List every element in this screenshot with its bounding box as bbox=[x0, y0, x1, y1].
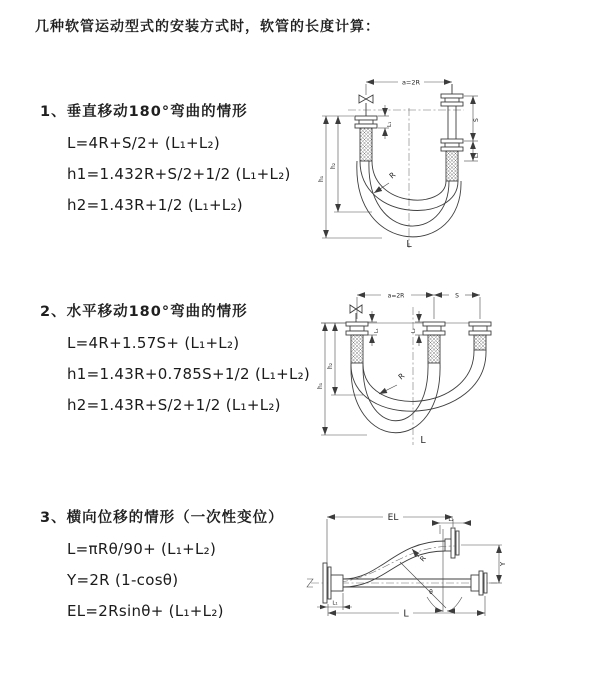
dimension-s bbox=[464, 96, 480, 141]
formula-y: Y=2R (1-cosθ) bbox=[67, 571, 179, 589]
dim-s-label: S bbox=[473, 118, 480, 122]
dim-s-label: S bbox=[455, 292, 459, 300]
dimension-a2r bbox=[357, 293, 434, 300]
radius-callout bbox=[379, 371, 406, 394]
section-lateral-offset bbox=[40, 506, 284, 633]
middle-pipe-flange bbox=[423, 322, 445, 363]
right-pipe bbox=[441, 84, 463, 181]
dimension-l bbox=[328, 596, 485, 620]
dimension-a2r bbox=[366, 79, 452, 96]
dim-l2-label: L₂ bbox=[474, 152, 480, 158]
right-flange bbox=[471, 571, 487, 595]
dim-h1-label: h₁ bbox=[318, 175, 325, 182]
dim-h2-label: h₂ bbox=[330, 162, 337, 169]
formula-h2: h2=1.43R+S/2+1/2 (L₁+L₂) bbox=[67, 396, 281, 414]
hose-braid bbox=[360, 128, 372, 161]
label-r: R bbox=[387, 170, 398, 181]
dim-el-label: EL bbox=[387, 513, 399, 523]
hose-braid bbox=[474, 335, 486, 350]
diagram-horizontal-bend bbox=[315, 283, 600, 465]
left-pipe-flange bbox=[346, 322, 368, 363]
formula-h1: h1=1.43R+0.785S+1/2 (L₁+L₂) bbox=[67, 365, 311, 383]
formula-el: EL=2Rsinθ+ (L₁+L₂) bbox=[67, 602, 224, 620]
label-r: R bbox=[396, 371, 407, 382]
diagram-lateral-offset bbox=[303, 500, 600, 640]
dimension-l1 bbox=[368, 311, 380, 346]
formula-l: L=4R+1.57S+ (L₁+L₂) bbox=[67, 334, 240, 352]
dim-h2-label: h₂ bbox=[327, 362, 334, 369]
formula-l: L=4R+S/2+ (L₁+L₂) bbox=[67, 134, 221, 152]
dim-h1-label: h₁ bbox=[317, 382, 324, 389]
formula-h1: h1=1.432R+S/2+1/2 (L₁+L₂) bbox=[67, 165, 291, 183]
valve-icon bbox=[350, 305, 362, 322]
section-3-heading: 3、横向位移的情形（一次性变位） bbox=[40, 510, 284, 526]
right-pipe-flange bbox=[469, 322, 491, 350]
label-l: L bbox=[420, 435, 426, 446]
valve-icon bbox=[359, 95, 373, 116]
dimension-extensions bbox=[357, 297, 480, 319]
section-vertical-bend bbox=[40, 100, 291, 227]
page-title: 几种软管运动型式的安装方式时，软管的长度计算： bbox=[35, 19, 380, 35]
hose-braid bbox=[446, 151, 458, 181]
label-l: L bbox=[403, 608, 409, 620]
label-l: L bbox=[406, 239, 412, 250]
hose-braid bbox=[351, 335, 363, 363]
diagram-vertical-bend bbox=[312, 66, 594, 262]
hose-u-bends bbox=[351, 350, 486, 433]
dim-a2r-label: a=2R bbox=[401, 78, 421, 87]
left-pipe-flange bbox=[355, 116, 377, 161]
left-flange bbox=[323, 563, 343, 603]
dim-l2-label: L₂ bbox=[448, 517, 454, 523]
formula-l: L=πRθ/90+ (L₁+L₂) bbox=[67, 540, 217, 558]
upper-flange bbox=[445, 528, 459, 558]
label-r: R bbox=[418, 554, 428, 564]
formula-h2: h2=1.43R+1/2 (L₁+L₂) bbox=[67, 196, 243, 214]
hose-s-curve bbox=[325, 541, 455, 587]
dimension-el bbox=[327, 513, 453, 566]
dim-l2-label: L₂ bbox=[411, 328, 417, 333]
dim-l1-label: L₁ bbox=[387, 121, 393, 127]
dim-y-label: Y bbox=[499, 561, 507, 567]
hose-braid bbox=[428, 335, 440, 363]
section-1-heading: 1、垂直移动180°弯曲的情形 bbox=[40, 104, 248, 120]
dimension-l2 bbox=[464, 141, 480, 161]
dim-l1-label: L₁ bbox=[332, 600, 338, 607]
section-2-heading: 2、水平移动180°弯曲的情形 bbox=[40, 304, 248, 320]
label-theta: θ bbox=[429, 589, 433, 596]
dim-l1-label: L₁ bbox=[374, 328, 380, 333]
dimension-l1 bbox=[317, 593, 352, 610]
section-horizontal-bend bbox=[40, 300, 310, 427]
dim-a2r-label: a=2R bbox=[387, 292, 405, 300]
dimension-s bbox=[434, 293, 480, 300]
